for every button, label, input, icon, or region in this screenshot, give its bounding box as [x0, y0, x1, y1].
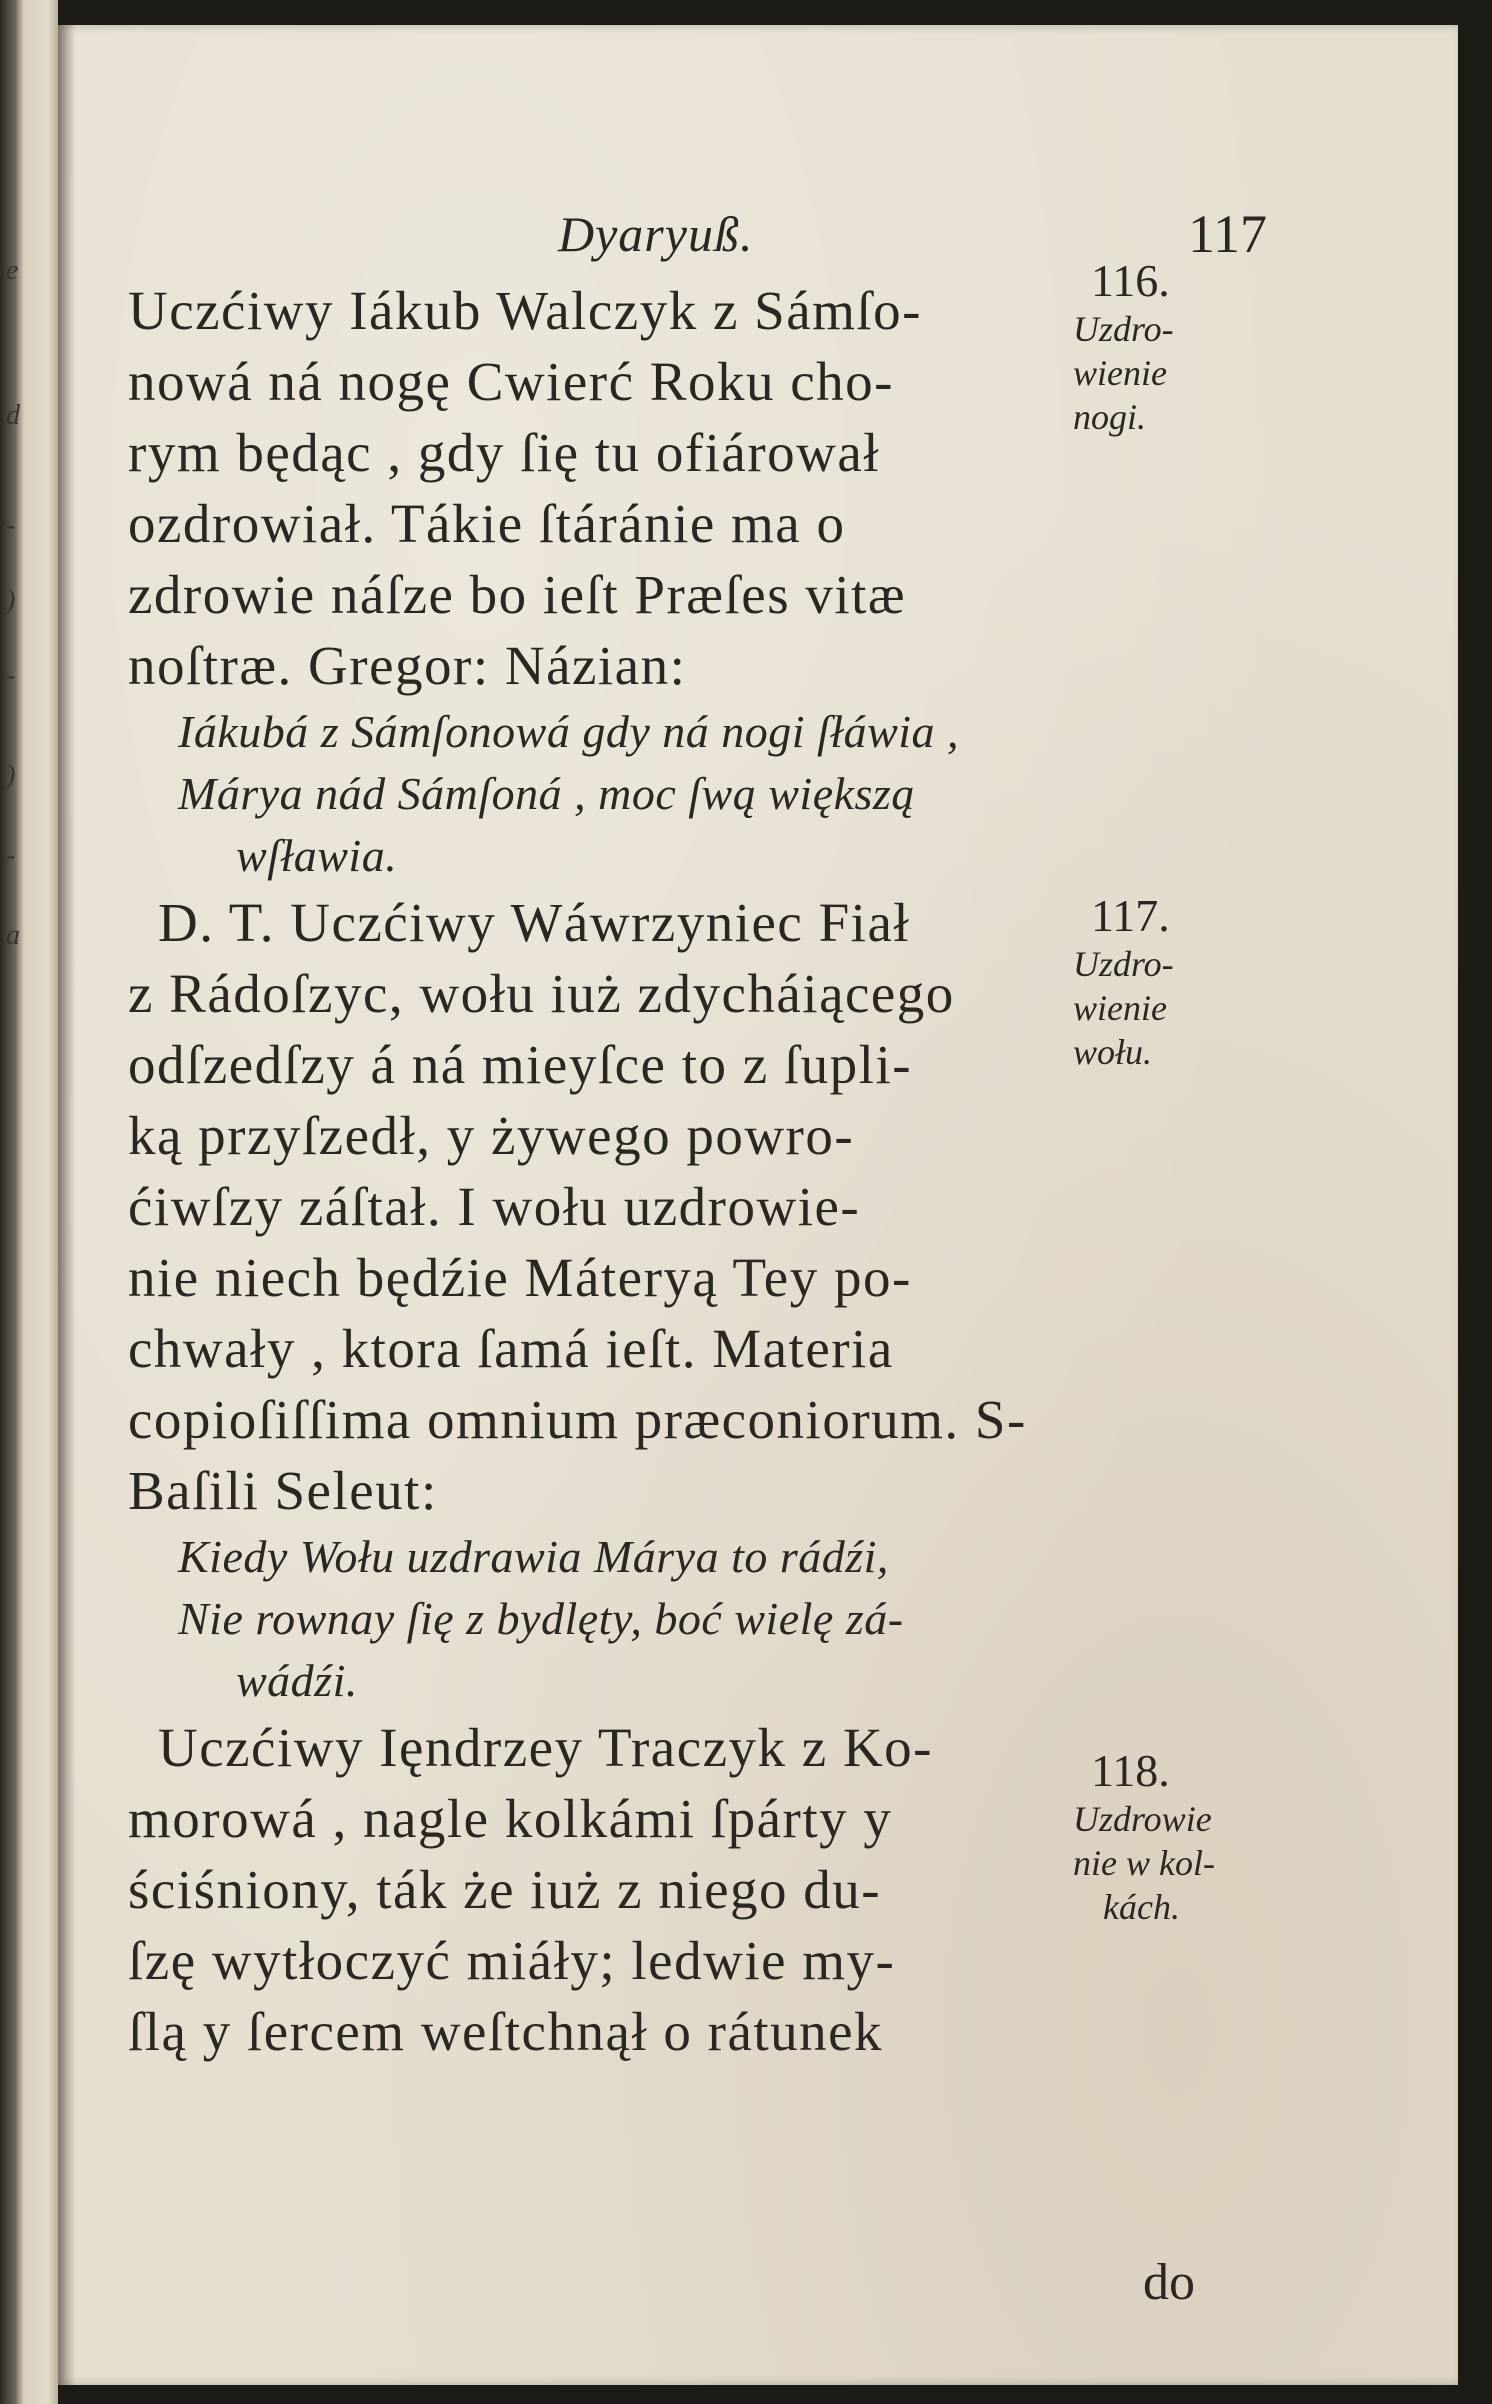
margin-note [1073, 890, 1293, 1074]
text-line: ściśniony, ták że iuż z niego du- [128, 1859, 882, 1920]
margin-note-line: Uzdro- [1073, 309, 1174, 349]
prev-page-fragment: a [6, 920, 20, 951]
text-line: Uczćiwy Iákub Walczyk z Sámſo- [128, 280, 922, 341]
margin-note-line: nogi. [1073, 397, 1147, 437]
text-line: ſzę wytłoczyć miáły; ledwie my- [128, 1930, 896, 1991]
text-line: nie niech będźie Máteryą Tey po- [128, 1247, 912, 1308]
text-line: ozdrowiał. Tákie ſtáránie ma o [128, 493, 846, 554]
margin-note-number: 118. [1091, 1745, 1170, 1796]
text-line: noſtræ. Gregor: Názian: [128, 635, 687, 696]
prev-page-fragment: d [6, 400, 20, 431]
text-line: copioſiſſima omnium præconiorum. S- [128, 1389, 1027, 1450]
gutter-shadow [58, 25, 76, 2385]
margin-note-line: wienie [1073, 353, 1167, 393]
page-number: 117 [1188, 204, 1267, 264]
text-line: nowá ná nogę Cwierć Roku cho- [128, 351, 894, 412]
verse-line: Kiedy Wołu uzdrawia Márya to rádźi, [178, 1531, 889, 1582]
text-line: Uczćiwy Ięndrzey Traczyk z Ko- [158, 1717, 933, 1778]
margin-note-line: wienie [1073, 988, 1167, 1028]
prev-page-fragment: - [6, 840, 16, 871]
text-line: D. T. Uczćiwy Wáwrzyniec Fiał [158, 892, 911, 953]
scan-background-edge [1458, 0, 1492, 2404]
prev-page-fragment: ) [6, 760, 16, 791]
verse-line: Nie rownay ſię z bydlęty, boć wielę zá- [178, 1593, 904, 1644]
text-line: Baſili Seleut: [128, 1460, 438, 1521]
margin-note-number: 117. [1091, 890, 1170, 941]
margin-note-line: wołu. [1073, 1032, 1153, 1072]
verse-line: Iákubá z Sámſonowá gdy ná nogi ſłáwia , [178, 706, 960, 757]
verse-line: Márya nád Sámſoná , moc ſwą większą [178, 768, 915, 819]
text-line: ką przyſzedł, y żywego powro- [128, 1105, 855, 1166]
text-line: odſzedſzy á ná mieyſce to z ſupli- [128, 1034, 913, 1095]
body-text [128, 275, 1108, 2067]
text-line: ćiwſzy záſtał. I wołu uzdrowie- [128, 1176, 861, 1237]
margin-note-line: nie w kol- [1073, 1843, 1215, 1883]
text-line: ſlą y ſercem weſtchnął o rátunek [128, 2001, 884, 2062]
margin-note-line: Uzdro- [1073, 944, 1174, 984]
text-line: morowá , nagle kolkámi ſpárty y [128, 1788, 893, 1849]
prev-page-fragment: - [6, 510, 16, 541]
margin-note-line: Uzdrowie [1073, 1799, 1212, 1839]
margin-note [1073, 1745, 1293, 1929]
verse-line: wádźi. [236, 1655, 358, 1706]
previous-page-edge [0, 0, 58, 2404]
catchword: do [1143, 2254, 1195, 2311]
verse-line: wſławia. [236, 830, 398, 881]
text-line: rym będąc , gdy ſię tu ofiárował [128, 422, 881, 483]
margin-note [1073, 255, 1293, 439]
text-line: z Rádoſzyc, wołu iuż zdycháiącego [128, 963, 955, 1024]
text-line: chwały , ktora ſamá ieſt. Materia [128, 1318, 894, 1379]
text-line: zdrowie náſze bo ieſt Præſes vitæ [128, 564, 907, 625]
prev-page-fragment: - [6, 660, 16, 691]
prev-page-fragment: ) [6, 585, 16, 616]
margin-note-number: 116. [1091, 255, 1170, 306]
margin-note-line: kách. [1103, 1887, 1180, 1927]
running-head: Dyaryuß. [558, 206, 754, 262]
prev-page-fragment: e [6, 255, 19, 286]
book-page [58, 25, 1458, 2385]
